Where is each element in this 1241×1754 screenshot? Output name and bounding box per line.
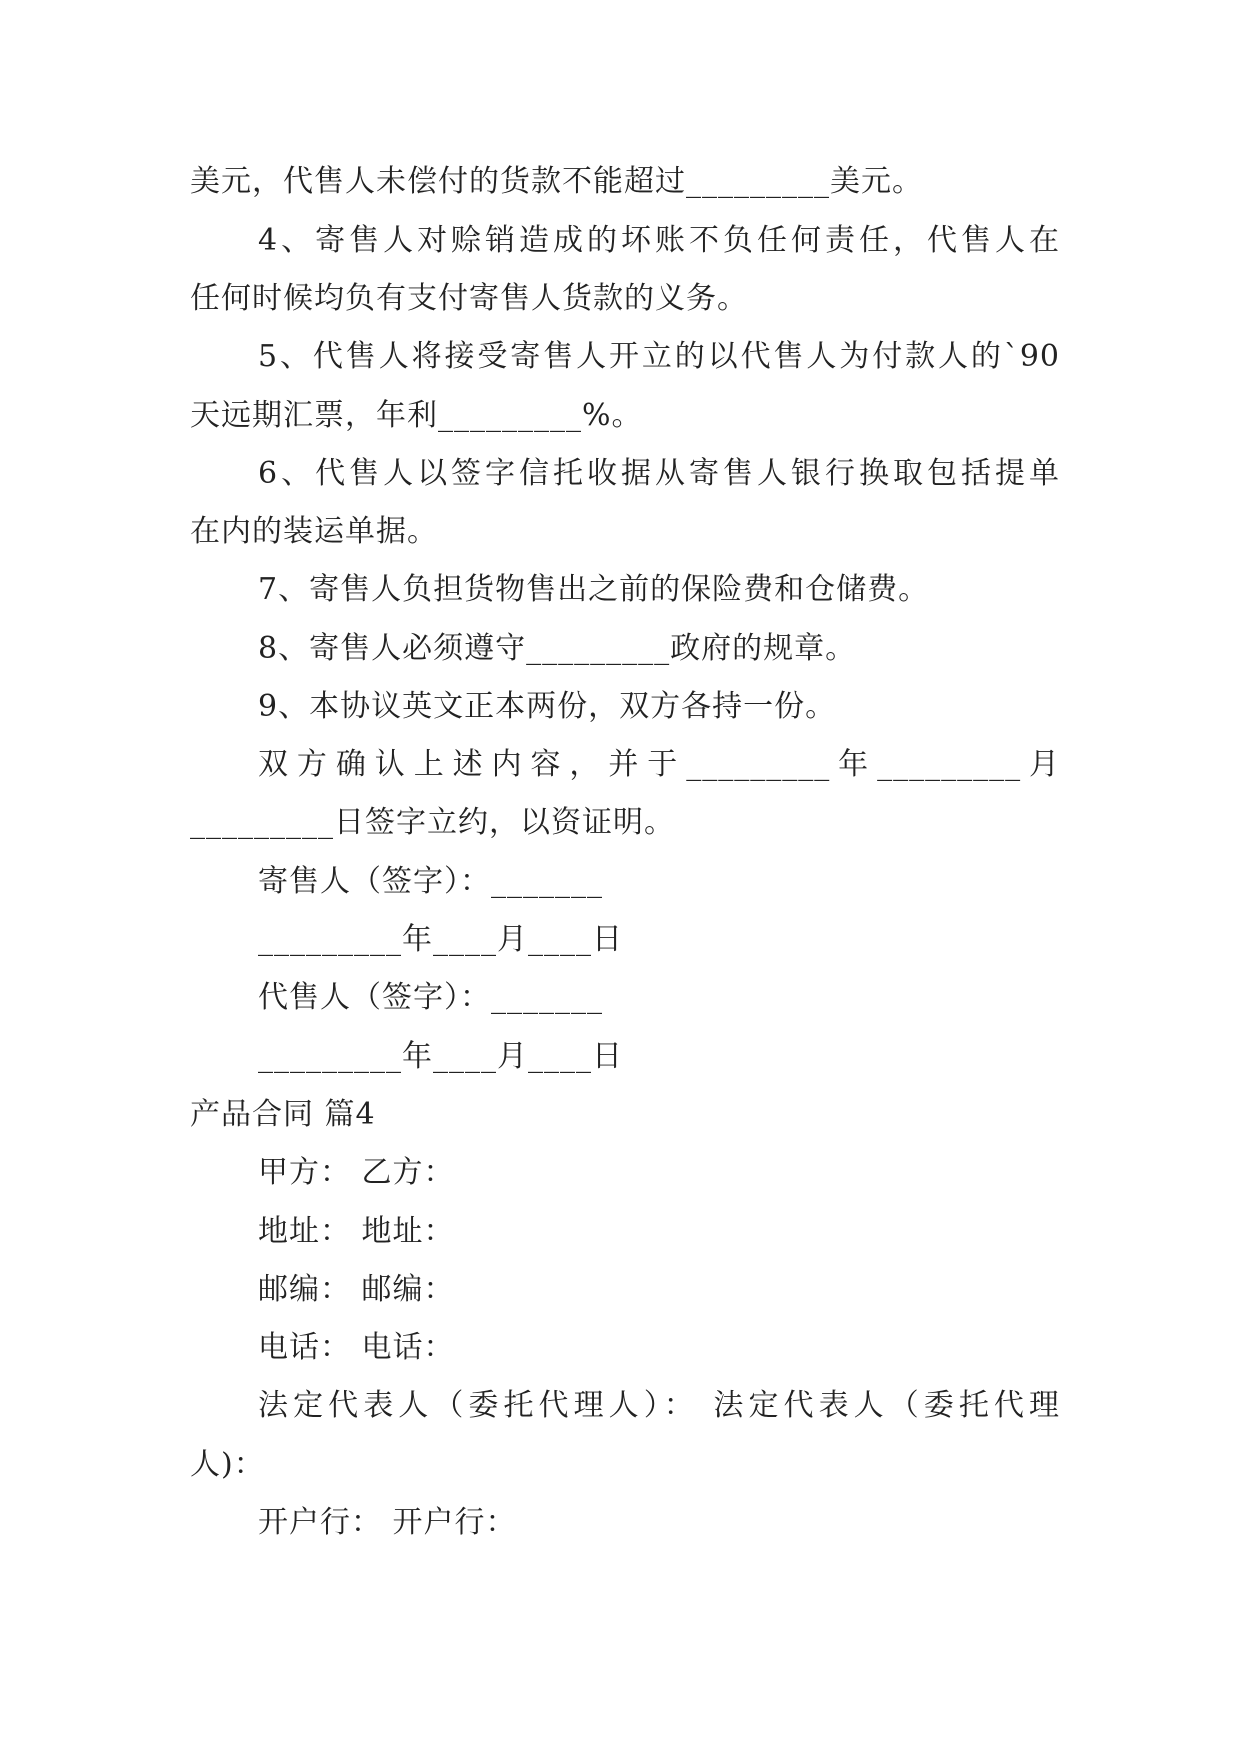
party-line: 甲方： 乙方： [258,1155,455,1190]
clause-6-line-1: 6、代售人以签字信托收据从寄售人银行换取包括提单 [258,456,1060,491]
clause-5-line-1: 5、代售人将接受寄售人开立的以代售人为付款人的`90 [258,339,1060,374]
representative-line-1: 法定代表人（委托代理人）： 法定代表人（委托代理 [258,1388,1060,1423]
paragraph-line-1: 美元，代售人未偿付的货款不能超过_________美元。 [190,164,923,199]
clause-7-line: 7、寄售人负担货物售出之前的保险费和仓储费。 [258,572,930,607]
bank-line: 开户行： 开户行： [258,1505,517,1540]
clause-5-line-2: 天远期汇票，年利_________%。 [190,398,643,433]
clause-8-line: 8、寄售人必须遵守_________政府的规章。 [258,631,857,666]
clause-4-line-1: 4、寄售人对赊销造成的坏账不负任何责任，代售人在 [258,223,1060,258]
consignor-date-line: _________年____月____日 [258,922,623,957]
clause-9-line: 9、本协议英文正本两份，双方各持一份。 [258,689,837,724]
agent-signature-line: 代售人（签字）：_______ [258,980,603,1015]
postcode-line: 邮编： 邮编： [258,1272,455,1307]
section-heading: 产品合同 篇4 [190,1097,376,1132]
representative-line-2: 人)： [190,1447,265,1482]
address-line: 地址： 地址： [258,1214,455,1249]
consignor-signature-line: 寄售人（签字）：_______ [258,864,603,899]
confirmation-line-1: 双方确认上述内容，并于_________年_________月 [258,747,1060,782]
phone-line: 电话： 电话： [258,1330,455,1365]
clause-6-line-2: 在内的装运单据。 [190,514,438,549]
confirmation-line-2: _________日签字立约，以资证明。 [190,805,675,840]
agent-date-line: _________年____月____日 [258,1039,623,1074]
clause-4-line-2: 任何时候均负有支付寄售人货款的义务。 [190,281,748,316]
